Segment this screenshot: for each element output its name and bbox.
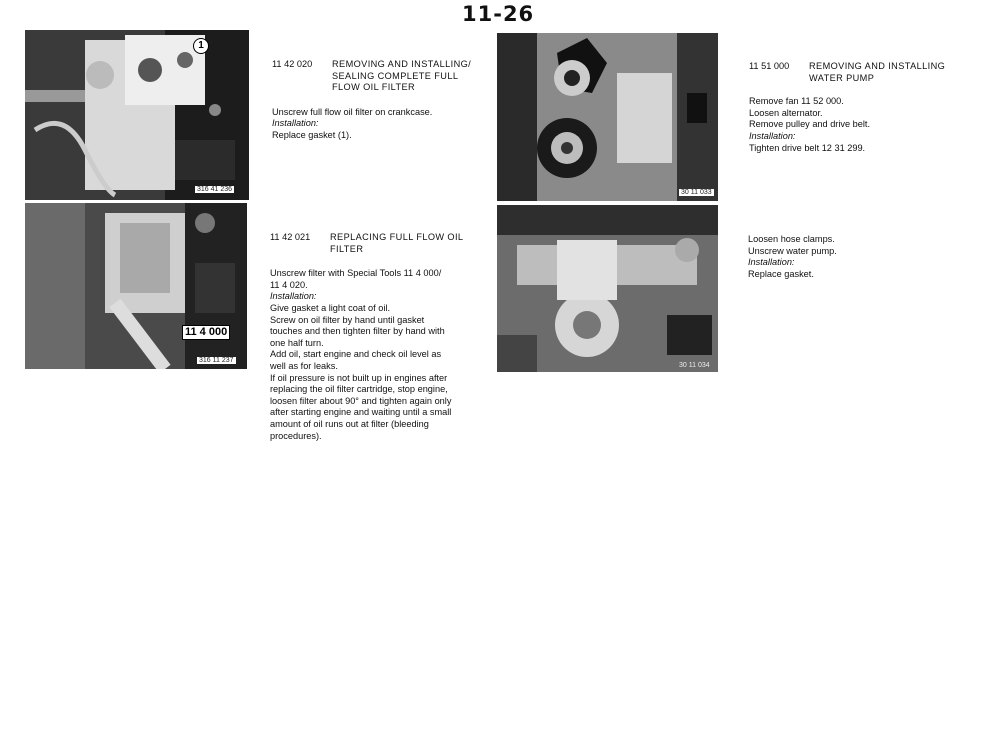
section-code: 11 42 020 xyxy=(272,59,313,69)
title-line: FLOW OIL FILTER xyxy=(332,82,416,93)
section-remove-oil-filter xyxy=(272,59,497,142)
water-pump-removed-photo-graphic xyxy=(497,205,718,372)
body-line: replacing the oil filter cartridge, stop engine, xyxy=(270,384,448,395)
body-line: Give gasket a light coat of oil. xyxy=(270,302,391,313)
callout-1: 1 xyxy=(193,38,209,54)
title-line: FILTER xyxy=(330,243,364,254)
photo-caption: 316 41 236 xyxy=(197,186,233,193)
photo-oil-filter-mount xyxy=(25,30,249,200)
title-line: REMOVING AND INSTALLING/ xyxy=(332,59,472,69)
photo-caption: 316 11 237 xyxy=(199,357,234,364)
body-line: Tighten drive belt 12 31 299. xyxy=(749,142,866,153)
body-line: Replace gasket. xyxy=(748,268,814,279)
photo-water-pump-removed xyxy=(497,205,718,372)
section-heading xyxy=(270,232,495,255)
body-line: Add oil, start engine and check oil level as xyxy=(270,349,442,360)
body-line: well as for leaks. xyxy=(270,360,338,371)
engine-photo-graphic xyxy=(25,30,249,200)
body-line: Replace gasket (1). xyxy=(272,129,352,140)
title-line: REMOVING AND INSTALLING xyxy=(809,61,946,71)
photo-caption: 30 11 034 xyxy=(679,362,710,369)
body-line: Remove pulley and drive belt. xyxy=(749,119,871,130)
special-tool-label: 11 4 000 xyxy=(182,325,230,340)
body-line: touches and then tighten filter by hand with xyxy=(270,326,445,337)
body-line: If oil pressure is not built up in engines after xyxy=(270,372,448,383)
body-line: procedures). xyxy=(270,430,322,441)
body-line: Screw on oil filter by hand until gasket xyxy=(270,314,425,325)
page-number: 11-26 xyxy=(462,2,535,26)
title-line: SEALING COMPLETE FULL xyxy=(332,70,459,81)
section-title xyxy=(809,61,945,84)
section-water-pump-continued xyxy=(748,234,983,280)
title-line: WATER PUMP xyxy=(809,72,875,83)
body-line: after starting engine and waiting until a small xyxy=(270,407,452,418)
title-line: REPLACING FULL FLOW OIL xyxy=(330,232,464,242)
section-heading xyxy=(272,59,497,94)
photo-caption: 30 11 033 xyxy=(681,189,712,196)
section-replace-oil-filter xyxy=(270,232,495,442)
body-line: Loosen alternator. xyxy=(749,107,823,118)
body-line: 11 4 020. xyxy=(270,279,308,290)
section-water-pump xyxy=(749,61,984,154)
body-line: loosen filter about 90° and tighten again only xyxy=(270,395,452,406)
installation-label: Installation: xyxy=(270,291,317,302)
body-line: one half turn. xyxy=(270,337,324,348)
body-line: amount of oil runs out at filter (bleeding xyxy=(270,418,429,429)
section-title xyxy=(332,59,471,94)
section-code: 11 42 021 xyxy=(270,232,311,242)
installation-label: Installation: xyxy=(272,118,319,129)
body-line: Unscrew full flow oil filter on crankcase. xyxy=(272,106,433,117)
installation-label: Installation: xyxy=(748,257,795,268)
body-line: Unscrew filter with Special Tools 11 4 000/ xyxy=(270,268,442,279)
photo-oil-filter-tool xyxy=(25,203,247,369)
photo-water-pump-front xyxy=(497,33,718,201)
section-title xyxy=(330,232,463,255)
section-heading xyxy=(749,61,984,84)
body-line: Unscrew water pump. xyxy=(748,245,837,256)
body-line: Loosen hose clamps. xyxy=(748,234,835,244)
installation-label: Installation: xyxy=(749,130,796,141)
section-code: 11 51 000 xyxy=(749,61,790,71)
water-pump-photo-graphic xyxy=(497,33,718,201)
body-line: Remove fan 11 52 000. xyxy=(749,96,844,107)
oil-filter-photo-graphic xyxy=(25,203,247,369)
